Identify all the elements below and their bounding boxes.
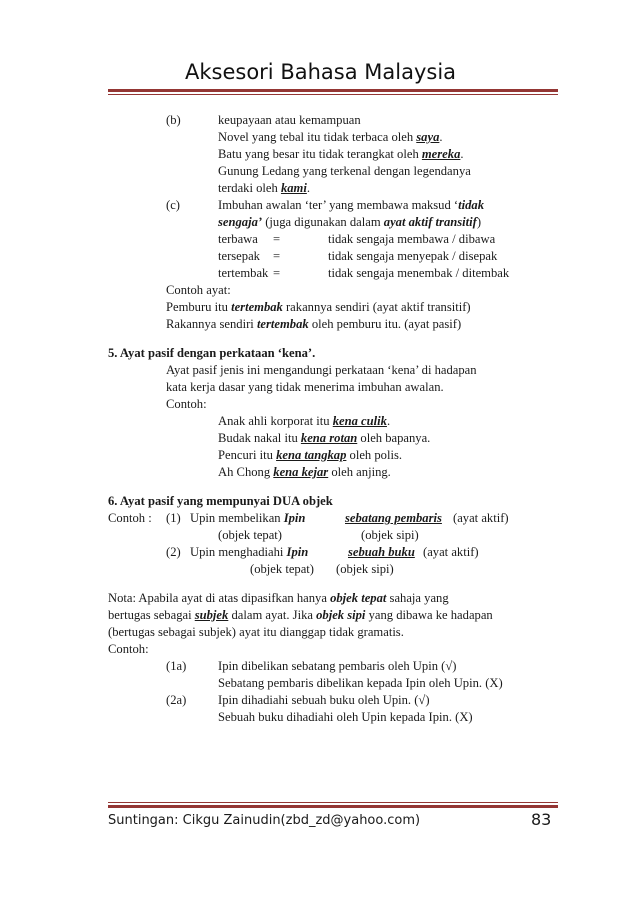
nota-example-2-correct: Ipin dihadiahi sebuah buku oleh Upin. (√)	[218, 693, 430, 707]
page-header-title: Aksesori Bahasa Malaysia	[185, 60, 457, 84]
nota-example-1-number: (1a)	[166, 659, 187, 673]
section-b-example-2: Batu yang besar itu tidak terangkat oleh mereka.	[218, 147, 464, 161]
example-1-tag: (ayat aktif)	[453, 511, 509, 525]
example-2-note-objek-sipi: (objek sipi)	[336, 562, 394, 576]
section-6-title: 6. Ayat pasif yang mempunyai DUA objek	[108, 494, 333, 508]
ter-meaning: tidak sengaja menembak / ditembak	[328, 266, 510, 280]
section-b-heading: keupayaan atau kemampuan	[218, 113, 361, 127]
example-1-subject-verb: Upin membelikan Ipin	[190, 511, 306, 525]
section-5-desc-2: kata kerja dasar yang tidak menerima imbuhan awalan.	[166, 380, 444, 394]
section-b-example-3-line-1: Gunung Ledang yang terkenal dengan legendanya	[218, 164, 471, 178]
section-6-contoh-label: Contoh :	[108, 511, 152, 525]
ter-equals: =	[273, 266, 281, 280]
section-5-title: 5. Ayat pasif dengan perkataan ‘kena’.	[108, 346, 316, 360]
nota-line-3: (bertugas sebagai subjek) ayat itu dianggap tidak gramatis.	[108, 625, 404, 639]
section-b-label: (b)	[166, 113, 181, 127]
ter-equals: =	[273, 249, 281, 263]
header-rule-thick	[108, 89, 558, 92]
example-1-number: (1)	[166, 511, 181, 525]
section-5-desc-1: Ayat pasif jenis ini mengandungi perkataan ‘kena’ di hadapan	[166, 363, 477, 377]
ter-word: tertembak	[218, 266, 269, 280]
header-rule-thin	[108, 94, 558, 95]
section-c-line-1: Imbuhan awalan ‘ter’ yang membawa maksud ‘tidak	[218, 198, 485, 212]
example-sentence-passive: Rakannya sendiri tertembak oleh pemburu itu. (ayat pasif)	[166, 317, 462, 331]
ter-equals: =	[273, 232, 281, 246]
nota-line-2: bertugas sebagai subjek dalam ayat. Jika objek sipi yang dibawa ke hadapan	[108, 608, 493, 622]
ter-meaning: tidak sengaja membawa / dibawa	[328, 232, 496, 246]
ter-meaning: tidak sengaja menyepak / disepak	[328, 249, 498, 263]
nota-contoh-label: Contoh:	[108, 642, 149, 656]
nota-example-2-number: (2a)	[166, 693, 187, 707]
section-c-label: (c)	[166, 198, 180, 212]
page-number: 83	[531, 810, 552, 829]
example-1-note-objek-sipi: (objek sipi)	[361, 528, 419, 542]
nota-line-1: Nota: Apabila ayat di atas dipasifkan hanya objek tepat sahaja yang	[108, 591, 449, 605]
nota-example-2-incorrect: Sebuah buku dihadiahi oleh Upin kepada Ipin. (X)	[218, 710, 473, 724]
section-b-example-3-line-2: terdaki oleh kami.	[218, 181, 310, 195]
footer-credit: Suntingan: Cikgu Zainudin(zbd_zd@yahoo.com)	[108, 813, 421, 828]
footer-rule-thick	[108, 805, 558, 808]
nota-example-1-correct: Ipin dibelikan sebatang pembaris oleh Upin (√)	[218, 659, 457, 673]
example-1-note-objek-tepat: (objek tepat)	[218, 528, 282, 542]
example-2-number: (2)	[166, 545, 181, 559]
example-1-indirect-object: sebatang pembaris	[345, 511, 442, 525]
section-5-contoh-label: Contoh:	[166, 397, 207, 411]
section-c-line-2: sengaja’ (juga digunakan dalam ayat aktif transitif)	[218, 215, 482, 229]
section-b-example-1: Novel yang tebal itu tidak terbaca oleh saya.	[218, 130, 443, 144]
contoh-ayat-label: Contoh ayat:	[166, 283, 231, 297]
kena-example: Budak nakal itu kena rotan oleh bapanya.	[218, 431, 431, 445]
example-2-note-objek-tepat: (objek tepat)	[250, 562, 314, 576]
example-sentence-active: Pemburu itu tertembak rakannya sendiri (ayat aktif transitif)	[166, 300, 471, 314]
nota-example-1-incorrect: Sebatang pembaris dibelikan kepada Ipin oleh Upin. (X)	[218, 676, 503, 690]
example-2-tag: (ayat aktif)	[423, 545, 479, 559]
kena-example: Ah Chong kena kejar oleh anjing.	[218, 465, 391, 479]
kena-example: Anak ahli korporat itu kena culik.	[218, 414, 391, 428]
footer-rule-thin	[108, 802, 558, 803]
example-2-indirect-object: sebuah buku	[348, 545, 415, 559]
ter-word: terbawa	[218, 232, 258, 246]
ter-word: tersepak	[218, 249, 260, 263]
example-2-subject-verb: Upin menghadiahi Ipin	[190, 545, 309, 559]
kena-example: Pencuri itu kena tangkap oleh polis.	[218, 448, 403, 462]
